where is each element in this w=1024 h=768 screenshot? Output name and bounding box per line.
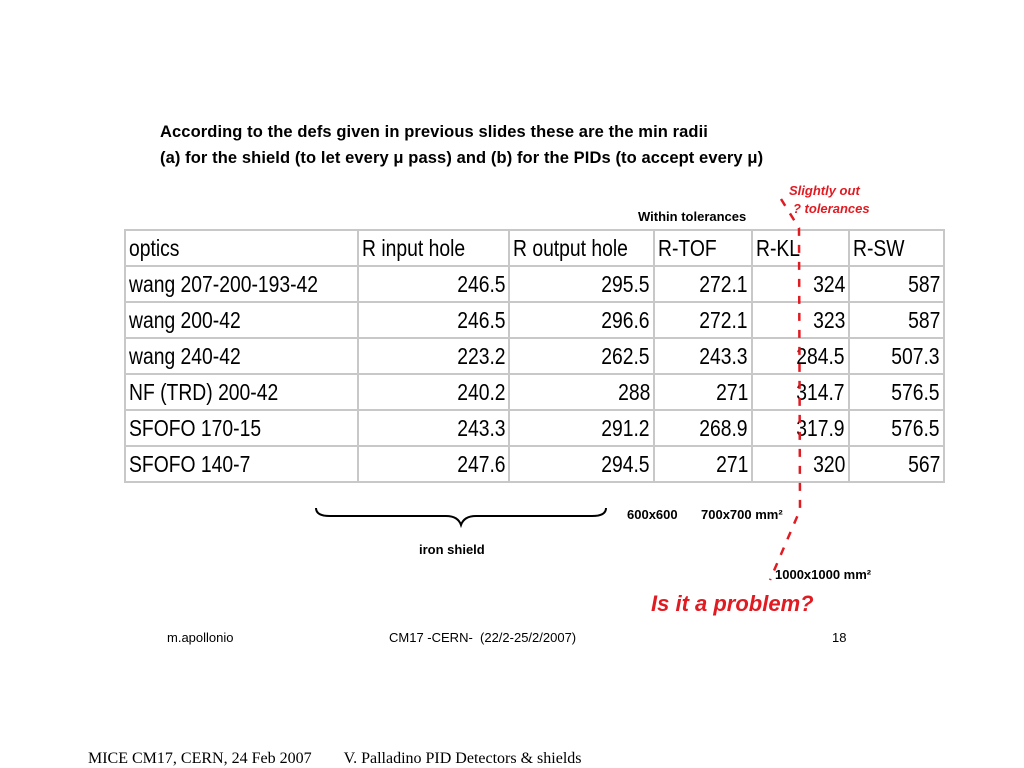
note-sw-size: 1000x1000 mm² — [775, 567, 872, 582]
cell-r-input-hole: 243.3 — [358, 410, 509, 446]
header-optics: optics — [125, 230, 358, 266]
cell-optics: wang 207-200-193-42 — [125, 266, 358, 302]
cell-optics: wang 240-42 — [125, 338, 358, 374]
cell-r-input-hole: 246.5 — [358, 302, 509, 338]
cell-r-kl: 323 — [752, 302, 849, 338]
note-kl-size: 700x700 mm² — [701, 507, 783, 522]
table-row — [125, 446, 944, 482]
header-r-output-hole: R output hole — [509, 230, 654, 266]
cell-r-sw: 587 — [849, 302, 944, 338]
cell-r-tof: 243.3 — [654, 338, 752, 374]
table-row — [125, 338, 944, 374]
cell-optics: NF (TRD) 200-42 — [125, 374, 358, 410]
cell-r-tof: 272.1 — [654, 266, 752, 302]
footer-talk: V. Palladino PID Detectors & shields — [343, 750, 582, 767]
cell-r-sw: 567 — [849, 446, 944, 482]
cell-r-kl: 314.7 — [752, 374, 849, 410]
note-within-tolerances: Within tolerances — [638, 209, 747, 224]
problem-question: Is it a problem? — [651, 591, 814, 616]
cell-r-output-hole: 295.5 — [509, 266, 654, 302]
cell-r-output-hole: 288 — [509, 374, 654, 410]
cell-r-sw: 507.3 — [849, 338, 944, 374]
cell-r-kl: 317.9 — [752, 410, 849, 446]
cell-r-tof: 272.1 — [654, 302, 752, 338]
header-r-sw: R-SW — [849, 230, 944, 266]
cell-r-output-hole: 262.5 — [509, 338, 654, 374]
note-slightly-out-line-2: ? tolerances — [793, 201, 870, 216]
slide-footer-author: m.apollonio — [167, 630, 234, 645]
note-iron-shield: iron shield — [419, 542, 485, 557]
cell-optics: SFOFO 170-15 — [125, 410, 358, 446]
header-r-tof: R-TOF — [654, 230, 752, 266]
table-row — [125, 266, 944, 302]
table-header-row — [125, 230, 944, 266]
header-r-kl: R-KL — [752, 230, 849, 266]
cell-r-kl: 284.5 — [752, 338, 849, 374]
cell-r-input-hole: 247.6 — [358, 446, 509, 482]
slide-footer-event: CM17 -CERN- (22/2-25/2/2007) — [389, 630, 577, 645]
slide-heading-line-1: According to the defs given in previous slides these are the min radii — [160, 123, 708, 141]
cell-r-input-hole: 246.5 — [358, 266, 509, 302]
cell-optics: wang 200-42 — [125, 302, 358, 338]
cell-r-tof: 268.9 — [654, 410, 752, 446]
cell-r-output-hole: 294.5 — [509, 446, 654, 482]
slide-heading-line-2: (a) for the shield (to let every μ pass) and (b) for the PIDs (to accept every μ) — [160, 149, 764, 167]
note-slightly-out-line-1: Slightly out — [789, 183, 860, 198]
note-tof-size: 600x600 — [627, 507, 678, 522]
header-r-input-hole: R input hole — [358, 230, 509, 266]
presentation-footer — [88, 750, 581, 768]
iron-shield-brace — [316, 508, 606, 525]
cell-r-sw: 576.5 — [849, 374, 944, 410]
cell-r-kl: 324 — [752, 266, 849, 302]
cell-r-tof: 271 — [654, 374, 752, 410]
cell-r-tof: 271 — [654, 446, 752, 482]
cell-r-kl: 320 — [752, 446, 849, 482]
cell-r-input-hole: 223.2 — [358, 338, 509, 374]
cell-optics: SFOFO 140-7 — [125, 446, 358, 482]
cell-r-output-hole: 296.6 — [509, 302, 654, 338]
radii-table — [124, 229, 945, 483]
cell-r-input-hole: 240.2 — [358, 374, 509, 410]
slide-footer-page-number: 18 — [832, 630, 847, 645]
cell-r-output-hole: 291.2 — [509, 410, 654, 446]
table-row — [125, 302, 944, 338]
cell-r-sw: 587 — [849, 266, 944, 302]
table-row — [125, 410, 944, 446]
table-row — [125, 374, 944, 410]
footer-meeting: MICE CM17, CERN, 24 Feb 2007 — [88, 750, 312, 767]
cell-r-sw: 576.5 — [849, 410, 944, 446]
